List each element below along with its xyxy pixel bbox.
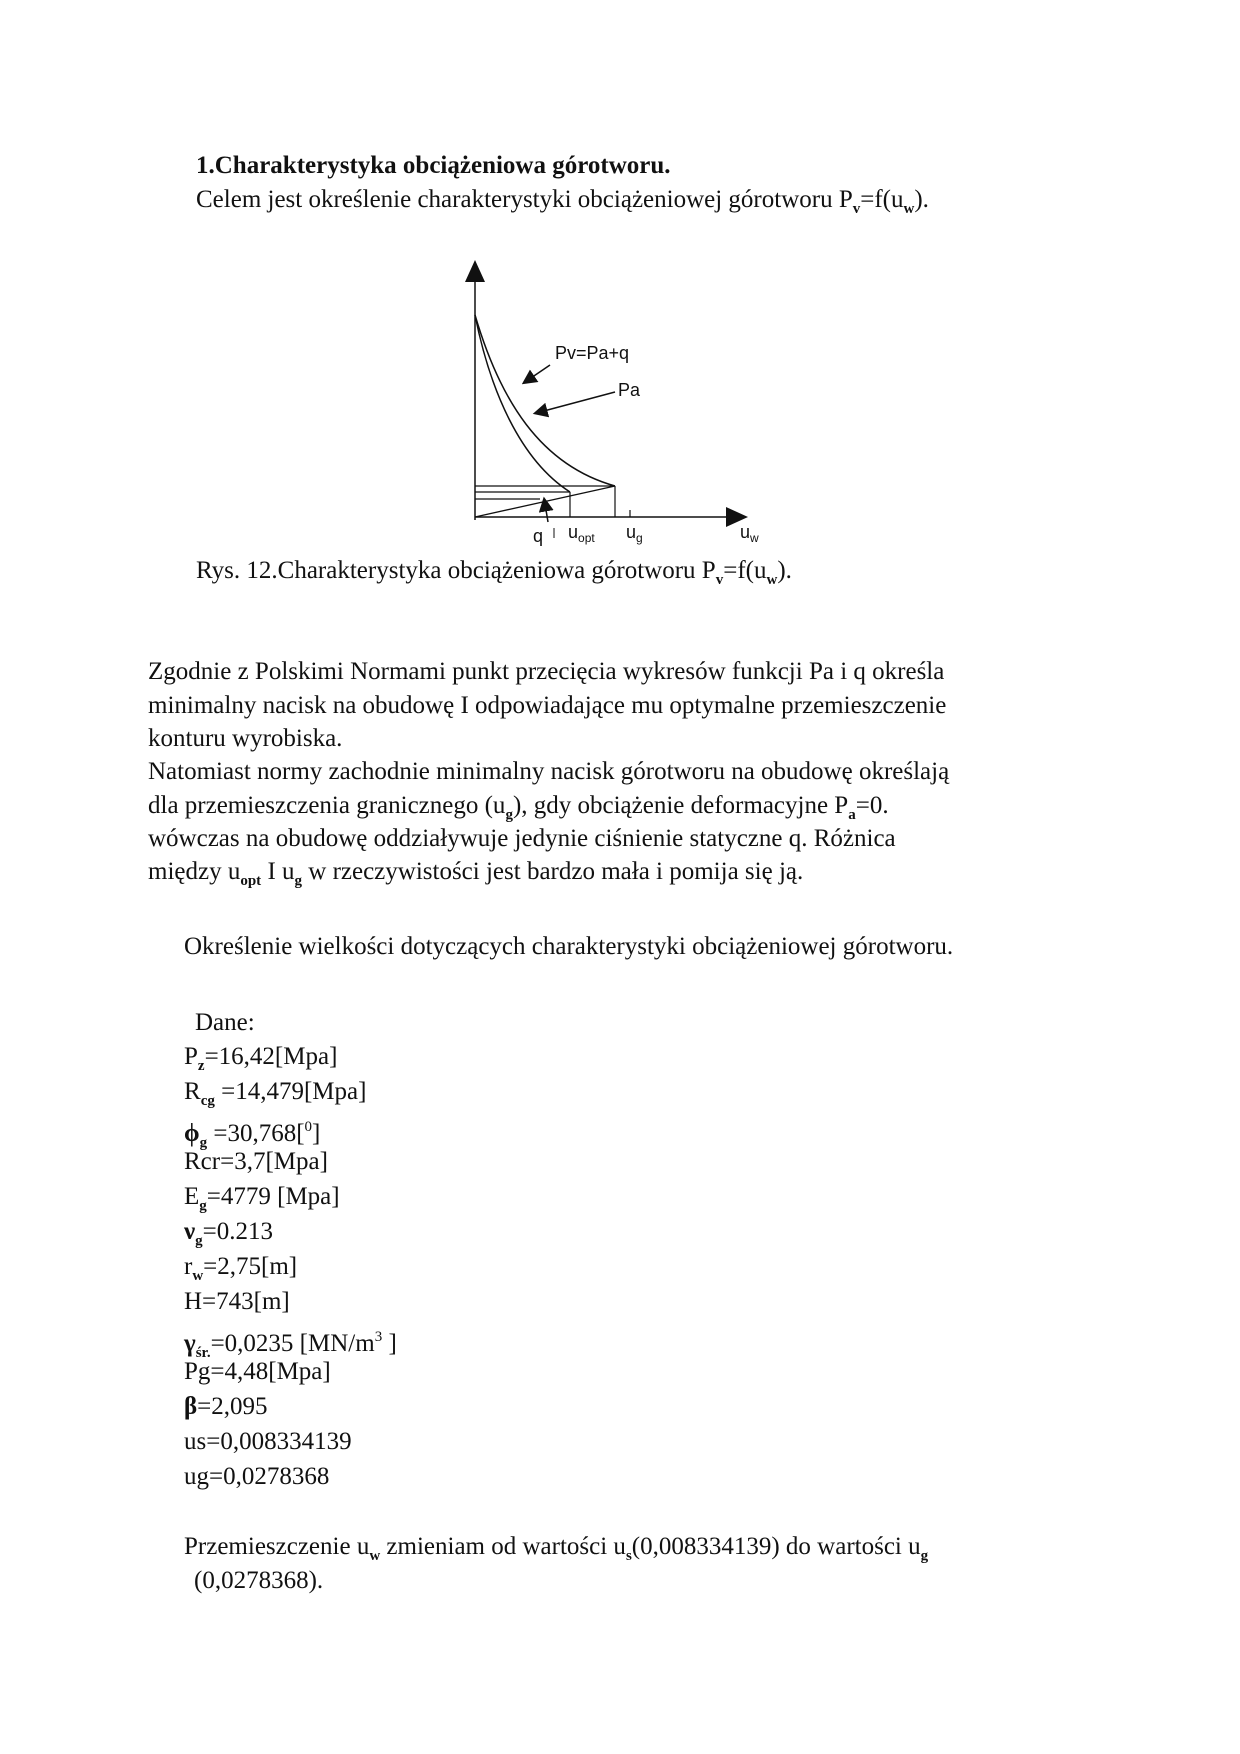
parameter-rest2: ] [312, 1120, 321, 1147]
pointer-pa [540, 392, 615, 412]
parameter-line [184, 1182, 340, 1221]
p7-sub-g: g [294, 873, 303, 889]
parameter-rest: =16,42[Mpa] [204, 1043, 338, 1070]
parameter-sub: z [197, 1058, 205, 1074]
pointer-pv [528, 365, 550, 380]
final-b: zmieniam od wartości u [380, 1533, 626, 1560]
parameter-line [184, 1042, 337, 1081]
figure-caption [196, 556, 792, 595]
parameter-rest: =4779 [Mpa] [206, 1183, 340, 1210]
caption-mid: =f(u [723, 557, 767, 584]
p5-b: ), gdy obciążenie deformacyjne P [512, 792, 849, 819]
parameter-main: ϕ [184, 1120, 200, 1147]
parameter-sub: g [195, 1233, 203, 1249]
parameter-main: ν [184, 1218, 196, 1245]
paragraph-line-4: Natomiast normy zachodnie minimalny nacisk górotworu na obudowę określają [148, 758, 950, 785]
intro-text-end: ). [914, 186, 929, 213]
p7-b: I u [261, 858, 295, 885]
final-line-2: (0,0278368). [194, 1567, 324, 1594]
parameter-line [184, 1287, 290, 1317]
parameter-line [184, 1077, 366, 1116]
parameter-main: β [184, 1393, 198, 1420]
label-q: q [533, 526, 544, 546]
load-characteristic-figure [430, 260, 770, 550]
parameter-rest: =30,768[ [207, 1120, 305, 1147]
paragraph-line-3: konturu wyrobiska. [148, 725, 343, 752]
paragraph-line-2: minimalny nacisk na obudowę I odpowiadające mu optymalne przemieszczenie [148, 692, 947, 719]
parameter-rest: =2,095 [197, 1393, 268, 1420]
parameter-line [184, 1427, 352, 1457]
parameter-main: P [184, 1043, 198, 1070]
parameter-line [184, 1462, 329, 1492]
label-pv: Pv=Pa+q [555, 343, 630, 363]
intro-text-mid: =f(u [860, 186, 904, 213]
parameter-line [184, 1147, 328, 1177]
parameter-main: r [184, 1253, 193, 1280]
intro-sub-v: v [852, 201, 861, 217]
parameter-main: E [184, 1183, 200, 1210]
final-sub-g: g [920, 1548, 929, 1564]
p5-sub-a: a [848, 807, 856, 823]
parameter-rest: =2,75[m] [203, 1253, 298, 1280]
pointer-q [545, 504, 548, 522]
section-heading: 1.Charakterystyka obciążeniowa górotworu. [196, 152, 671, 179]
parameter-sub: g [199, 1135, 208, 1151]
p7-c: w rzeczywistości jest bardzo mała i pomija się ją. [302, 858, 804, 885]
label-uw: $u_w$ [740, 522, 759, 545]
parameter-main: ug=0,0278368 [184, 1463, 330, 1490]
parameter-line [184, 1392, 268, 1422]
caption-main: Rys. 12.Charakterystyka obciążeniowa górotworu P [196, 557, 716, 584]
parameter-sub: śr. [195, 1345, 211, 1361]
parameter-sup2: 3 [374, 1329, 383, 1345]
caption-end: ). [777, 557, 792, 584]
parameter-main: R [184, 1078, 201, 1105]
y-axis-arrow-icon [465, 260, 485, 282]
paragraph-line-1: Zgodnie z Polskimi Normami punkt przecięcia wykresów funkcji Pa i q określa [148, 658, 945, 685]
subheading: Określenie wielkości dotyczących charakterystyki obciążeniowej górotworu. [184, 933, 954, 960]
parameter-sub: g [199, 1198, 207, 1214]
parameter-rest: =0.213 [202, 1218, 274, 1245]
parameter-main: Pg=4,48[Mpa] [184, 1358, 331, 1385]
caption-sub-v: v [715, 572, 724, 588]
intro-text [196, 185, 929, 224]
final-a: Przemieszczenie u [184, 1533, 370, 1560]
caption-sub-w: w [766, 572, 778, 588]
p5-sub-g: g [505, 807, 513, 823]
parameter-main: Rcr=3,7[Mpa] [184, 1148, 328, 1175]
intro-text-main: Celem jest określenie charakterystyki obciążeniowej górotworu P [196, 186, 853, 213]
p7-sub-opt: opt [240, 873, 262, 889]
p7-a: między u [148, 858, 241, 885]
final-c: (0,008334139) do wartości u [631, 1533, 921, 1560]
parameter-main: γ [184, 1330, 196, 1357]
dane-label: Dane: [195, 1009, 255, 1036]
p5-a: dla przemieszczenia granicznego (u [148, 792, 506, 819]
curve-pa [475, 315, 570, 492]
curve-pv [475, 315, 615, 486]
parameter-main: H=743[m] [184, 1288, 290, 1315]
parameter-sub: cg [200, 1093, 215, 1109]
paragraph-line-6: wówczas na obudowę oddziaływuje jedynie ciśnienie statyczne q. Różnica [148, 825, 896, 852]
parameter-sup2: 0 [304, 1119, 313, 1135]
parameter-line [184, 1357, 331, 1387]
final-sub-s: s [625, 1548, 632, 1564]
line-q [475, 486, 615, 517]
parameter-rest: =14,479[Mpa] [214, 1078, 367, 1105]
intro-sub-w: w [903, 201, 915, 217]
label-ug: $u_g$ [626, 522, 643, 545]
parameter-sub: w [192, 1268, 204, 1284]
final-sub-w: w [369, 1548, 381, 1564]
paragraph-line-7 [148, 857, 803, 896]
label-uopt: $u_{opt}$ [568, 522, 595, 545]
parameter-line [184, 1217, 273, 1256]
parameter-main: us=0,008334139 [184, 1428, 352, 1455]
parameter-rest: =0,0235 [MN/m [210, 1330, 375, 1357]
label-pa: Pa [618, 380, 641, 400]
p5-c: =0. [855, 792, 889, 819]
parameter-rest2: ] [382, 1330, 397, 1357]
parameter-line [184, 1252, 297, 1291]
